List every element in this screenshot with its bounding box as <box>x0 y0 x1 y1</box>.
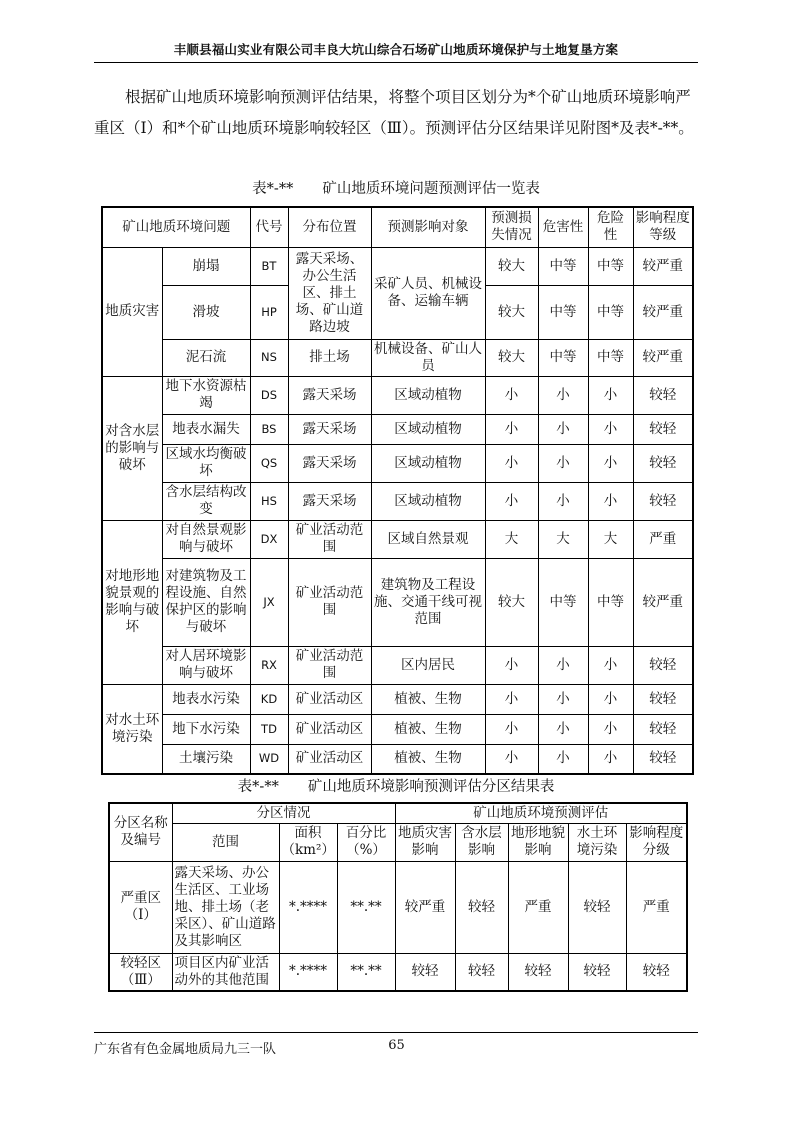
cell-zone: 严重区（Ⅰ） <box>109 861 172 953</box>
table2-subheader-row <box>109 823 687 861</box>
table1-caption: 表*-** 矿山地质环境问题预测评估一览表 <box>252 181 540 197</box>
table-row <box>102 714 693 744</box>
header-rule <box>94 62 698 63</box>
cell-harm: 小 <box>538 684 588 714</box>
cell-range: 露天采场、办公生活区、工业场地、排土场（老采区）、矿山道路及其影响区 <box>172 861 279 953</box>
cell-danger: 小 <box>588 444 633 482</box>
cell-danger: 大 <box>588 520 633 558</box>
cell-name: 地下水资源枯竭 <box>162 376 250 414</box>
cell-location: 排土场 <box>288 339 371 376</box>
th-area: 面积（km²） <box>279 823 337 861</box>
cell-degree: 较严重 <box>633 339 693 376</box>
cell-code: HS <box>250 482 288 520</box>
cell-name: 地表水漏失 <box>162 414 250 444</box>
cell-water-soil: 较轻 <box>568 861 626 953</box>
cell-degree: 较轻 <box>633 684 693 714</box>
th-degree: 影响程度等级 <box>633 207 693 247</box>
th-harm: 危害性 <box>538 207 588 247</box>
cell-harm: 小 <box>538 646 588 684</box>
cell-name: 崩塌 <box>162 247 250 285</box>
th-loss: 预测损失情况 <box>485 207 538 247</box>
cell-degree: 较轻 <box>633 414 693 444</box>
cell-danger: 中等 <box>588 247 633 285</box>
cell-name: 地表水污染 <box>162 684 250 714</box>
cell-location: 露天采场、办公生活区、排土场、矿山道路边坡 <box>288 247 371 339</box>
cell-landform: 严重 <box>508 861 568 953</box>
th-danger: 危险性 <box>588 207 633 247</box>
cell-range: 项目区内矿业活动外的其他范围 <box>172 953 279 991</box>
cell-code: DS <box>250 376 288 414</box>
cell-loss: 大 <box>485 520 538 558</box>
cell-code: BT <box>250 247 288 285</box>
th-geo-impact: 地质灾害影响 <box>395 823 455 861</box>
table-row <box>102 444 693 482</box>
cell-percent: **.** <box>337 861 395 953</box>
category-landform: 对地形地貌景观的影响与破坏 <box>102 520 162 684</box>
cell-degree: 较轻 <box>626 953 687 991</box>
cell-harm: 中等 <box>538 558 588 646</box>
cell-code: HP <box>250 285 288 339</box>
cell-danger: 小 <box>588 744 633 774</box>
cell-code: NS <box>250 339 288 376</box>
cell-danger: 小 <box>588 376 633 414</box>
cell-danger: 小 <box>588 482 633 520</box>
cell-degree: 较严重 <box>633 247 693 285</box>
cell-geo: 较严重 <box>395 861 455 953</box>
cell-landform: 较轻 <box>508 953 568 991</box>
document-header: 丰顺县福山实业有限公司丰良大坑山综合石场矿山地质环境保护与土地复垦方案 <box>173 42 619 57</box>
cell-location: 露天采场 <box>288 376 371 414</box>
cell-target: 区域动植物 <box>371 414 485 444</box>
cell-degree: 较严重 <box>633 285 693 339</box>
cell-harm: 小 <box>538 482 588 520</box>
cell-target: 采矿人员、机械设备、运输车辆 <box>371 247 485 339</box>
cell-code: TD <box>250 714 288 744</box>
cell-percent: **.** <box>337 953 395 991</box>
cell-loss: 小 <box>485 482 538 520</box>
table-row <box>102 646 693 684</box>
cell-harm: 中等 <box>538 339 588 376</box>
cell-location: 矿业活动区 <box>288 744 371 774</box>
cell-name: 滑坡 <box>162 285 250 339</box>
cell-degree: 严重 <box>633 520 693 558</box>
cell-target: 植被、生物 <box>371 744 485 774</box>
cell-target: 机械设备、矿山人员 <box>371 339 485 376</box>
cell-area: *.**** <box>279 861 337 953</box>
cell-aquifer: 较轻 <box>455 953 508 991</box>
cell-loss: 小 <box>485 414 538 444</box>
th-water-soil: 水土环境污染 <box>568 823 626 861</box>
table-row <box>102 414 693 444</box>
cell-name: 含水层结构改变 <box>162 482 250 520</box>
cell-code: DX <box>250 520 288 558</box>
category-geo-hazard: 地质灾害 <box>102 247 162 376</box>
table-row <box>102 482 693 520</box>
cell-degree: 较轻 <box>633 646 693 684</box>
cell-location: 露天采场 <box>288 414 371 444</box>
cell-target: 植被、生物 <box>371 714 485 744</box>
page-number: 65 <box>388 1038 405 1053</box>
cell-target: 区内居民 <box>371 646 485 684</box>
cell-loss: 小 <box>485 444 538 482</box>
cell-harm: 小 <box>538 744 588 774</box>
th-percent: 百分比（%） <box>337 823 395 861</box>
cell-degree: 较轻 <box>633 714 693 744</box>
cell-harm: 中等 <box>538 247 588 285</box>
table2-header-row <box>109 803 687 823</box>
th-landform-impact: 地形地貌影响 <box>508 823 568 861</box>
cell-code: WD <box>250 744 288 774</box>
cell-harm: 小 <box>538 414 588 444</box>
cell-location: 矿业活动区 <box>288 714 371 744</box>
table-row <box>102 558 693 646</box>
th-problem: 矿山地质环境问题 <box>102 207 250 247</box>
th-code: 代号 <box>250 207 288 247</box>
cell-loss: 较大 <box>485 247 538 285</box>
cell-loss: 小 <box>485 744 538 774</box>
cell-zone: 较轻区（Ⅲ） <box>109 953 172 991</box>
cell-area: *.**** <box>279 953 337 991</box>
table-row <box>102 684 693 714</box>
cell-loss: 小 <box>485 646 538 684</box>
cell-target: 区域自然景观 <box>371 520 485 558</box>
cell-degree: 较轻 <box>633 482 693 520</box>
cell-name: 对自然景观影响与破坏 <box>162 520 250 558</box>
th-location: 分布位置 <box>288 207 371 247</box>
cell-degree: 较严重 <box>633 558 693 646</box>
cell-location: 矿业活动范围 <box>288 646 371 684</box>
body-paragraph: 根据矿山地质环境影响预测评估结果，将整个项目区划分为*个矿山地质环境影响严重区（Ⅰ）和*个矿山地质环境影响较轻区（Ⅲ）。预测评估分区结果详见附图*及表*-**。 <box>94 88 694 137</box>
cell-danger: 中等 <box>588 558 633 646</box>
cell-loss: 较大 <box>485 558 538 646</box>
prediction-table <box>101 206 694 775</box>
cell-code: JX <box>250 558 288 646</box>
cell-danger: 中等 <box>588 339 633 376</box>
cell-location: 矿业活动范围 <box>288 558 371 646</box>
cell-danger: 小 <box>588 646 633 684</box>
cell-degree: 较轻 <box>633 444 693 482</box>
cell-danger: 小 <box>588 714 633 744</box>
table-row <box>102 339 693 376</box>
category-aquifer: 对含水层的影响与破坏 <box>102 376 162 520</box>
cell-name: 区域水均衡破坏 <box>162 444 250 482</box>
cell-danger: 小 <box>588 414 633 444</box>
cell-target: 区域动植物 <box>371 444 485 482</box>
th-aquifer-impact: 含水层影响 <box>455 823 508 861</box>
cell-loss: 小 <box>485 714 538 744</box>
th-evaluation: 矿山地质环境预测评估 <box>395 803 687 823</box>
cell-target: 区域动植物 <box>371 482 485 520</box>
cell-name: 泥石流 <box>162 339 250 376</box>
cell-harm: 小 <box>538 444 588 482</box>
table-row <box>102 247 693 285</box>
th-zone: 分区名称及编号 <box>109 803 172 861</box>
cell-geo: 较轻 <box>395 953 455 991</box>
cell-location: 矿业活动范围 <box>288 520 371 558</box>
cell-target: 建筑物及工程设施、交通干线可视范围 <box>371 558 485 646</box>
th-target: 预测影响对象 <box>371 207 485 247</box>
cell-name: 地下水污染 <box>162 714 250 744</box>
cell-loss: 小 <box>485 684 538 714</box>
cell-target: 区域动植物 <box>371 376 485 414</box>
cell-aquifer: 较轻 <box>455 861 508 953</box>
th-range: 范围 <box>172 823 279 861</box>
cell-harm: 大 <box>538 520 588 558</box>
cell-loss: 小 <box>485 376 538 414</box>
th-situation: 分区情况 <box>172 803 395 823</box>
table-row <box>102 376 693 414</box>
cell-harm: 小 <box>538 376 588 414</box>
table2-caption: 表*-** 矿山地质环境影响预测评估分区结果表 <box>237 779 555 795</box>
table1-header-row <box>102 207 693 247</box>
cell-degree: 严重 <box>626 861 687 953</box>
footer-rule <box>94 1032 698 1033</box>
cell-code: RX <box>250 646 288 684</box>
cell-danger: 中等 <box>588 285 633 339</box>
cell-code: KD <box>250 684 288 714</box>
table-row <box>102 744 693 774</box>
table-row <box>102 520 693 558</box>
cell-code: QS <box>250 444 288 482</box>
cell-name: 土壤污染 <box>162 744 250 774</box>
cell-code: BS <box>250 414 288 444</box>
cell-location: 矿业活动区 <box>288 684 371 714</box>
cell-harm: 中等 <box>538 285 588 339</box>
cell-degree: 较轻 <box>633 744 693 774</box>
cell-location: 露天采场 <box>288 482 371 520</box>
th-degree: 影响程度分级 <box>626 823 687 861</box>
category-water-soil: 对水土环境污染 <box>102 684 162 774</box>
cell-name: 对人居环境影响与破坏 <box>162 646 250 684</box>
cell-water-soil: 较轻 <box>568 953 626 991</box>
cell-target: 植被、生物 <box>371 684 485 714</box>
zoning-table <box>108 802 688 992</box>
footer-organization: 广东省有色金属地质局九三一队 <box>94 1042 277 1057</box>
cell-degree: 较轻 <box>633 376 693 414</box>
cell-name: 对建筑物及工程设施、自然保护区的影响与破坏 <box>162 558 250 646</box>
cell-location: 露天采场 <box>288 444 371 482</box>
cell-danger: 小 <box>588 684 633 714</box>
cell-loss: 较大 <box>485 339 538 376</box>
table-row <box>109 861 687 953</box>
cell-loss: 较大 <box>485 285 538 339</box>
table-row <box>109 953 687 991</box>
cell-harm: 小 <box>538 714 588 744</box>
